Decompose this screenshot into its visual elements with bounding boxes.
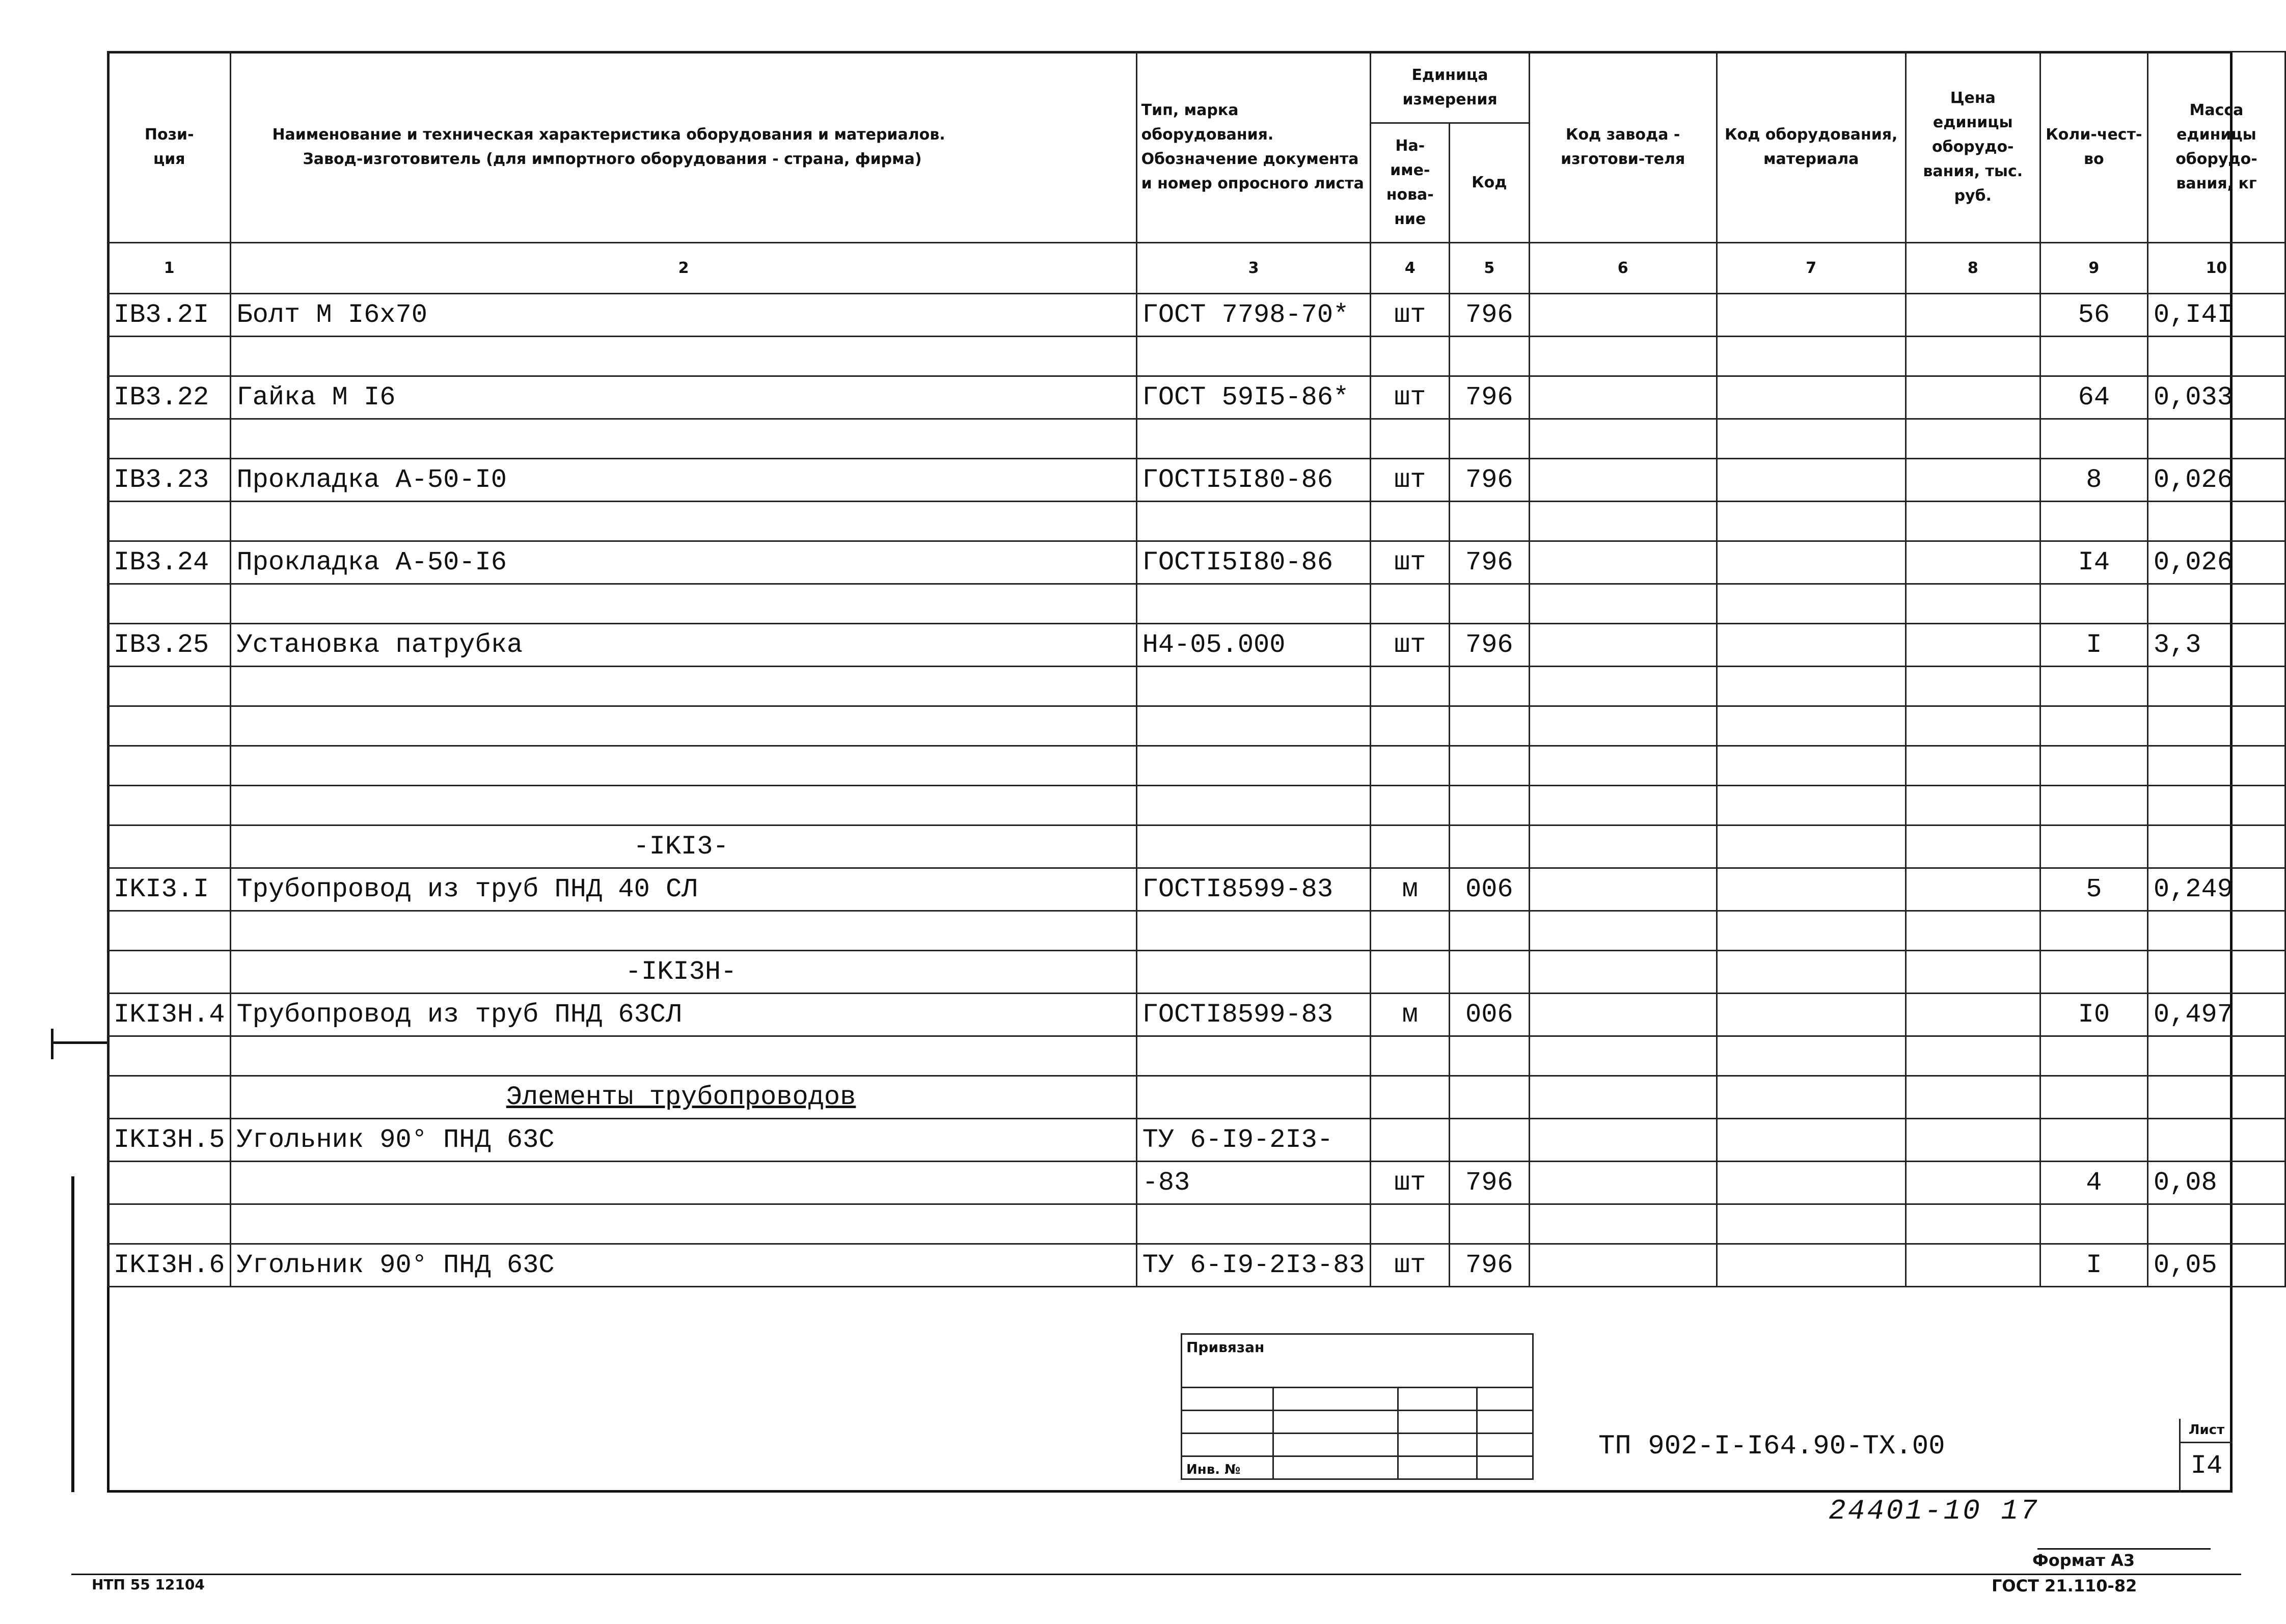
spacer-row — [108, 337, 2285, 376]
column-number: 7 — [1717, 243, 1906, 294]
cell-f6 — [1529, 294, 1717, 337]
cell-name — [231, 1162, 1136, 1204]
cell-f7 — [1717, 459, 1906, 502]
document-code: ТП 902-I-I64.90-ТХ.00 — [1598, 1431, 1945, 1462]
cell-unit: шт — [1371, 624, 1450, 667]
cell-qty: I4 — [2040, 541, 2147, 584]
column-number: 10 — [2147, 243, 2285, 294]
cell-unit: шт — [1371, 294, 1450, 337]
approval-stamp — [1181, 1333, 1534, 1480]
cell-f6 — [1529, 624, 1717, 667]
cell-mass: 0,249 — [2147, 868, 2285, 911]
table-row — [108, 1244, 2285, 1287]
cell-code: 006 — [1450, 994, 1530, 1036]
cell-code: 796 — [1450, 459, 1530, 502]
cell-f7 — [1717, 541, 1906, 584]
cell-doc: -83 — [1136, 1162, 1371, 1204]
sheet-number-box — [2179, 1419, 2233, 1493]
cell-qty: 8 — [2040, 459, 2147, 502]
column-number-row — [108, 243, 2285, 294]
header-equipment-code: Код оборудования, материала — [1717, 52, 1906, 243]
table-row — [108, 294, 2285, 337]
section-row — [108, 951, 2285, 994]
cell-name: Прокладка А-50-I6 — [231, 541, 1136, 584]
header-price: Цена единицы оборудо-вания, тыс. руб. — [1906, 52, 2040, 243]
stamp-inv: Инв. № — [1182, 1456, 1273, 1479]
section-row — [108, 1076, 2285, 1119]
cell-f6 — [1529, 1162, 1717, 1204]
cell-f7 — [1717, 1119, 1906, 1162]
binding-margin-line — [71, 1176, 74, 1492]
cell-pos: IB3.22 — [108, 376, 231, 419]
cell-qty: I0 — [2040, 994, 2147, 1036]
cell-mass: 0,026 — [2147, 459, 2285, 502]
table-row — [108, 624, 2285, 667]
cell-qty: I — [2040, 1244, 2147, 1287]
cell-name: Гайка М I6 — [231, 376, 1136, 419]
column-number: 1 — [108, 243, 231, 294]
cell-code: 796 — [1450, 541, 1530, 584]
cell-code: 006 — [1450, 868, 1530, 911]
header-unit-name: На-име-нова-ние — [1371, 123, 1450, 243]
column-number: 3 — [1136, 243, 1371, 294]
cell-mass: 0,497 — [2147, 994, 2285, 1036]
cell-qty — [2040, 1119, 2147, 1162]
cell-pos: IKI3H.4 — [108, 994, 231, 1036]
column-number: 6 — [1529, 243, 1717, 294]
specification-table — [107, 51, 2286, 1287]
cell-f8 — [1906, 1162, 2040, 1204]
cell-mass: 0,026 — [2147, 541, 2285, 584]
cell-doc: Н4-05.000 — [1136, 624, 1371, 667]
section-title: -IKI3- — [633, 832, 729, 862]
cell-name: Прокладка А-50-I0 — [231, 459, 1136, 502]
cell-doc: ТУ 6-I9-2I3- — [1136, 1119, 1371, 1162]
cell-f6 — [1529, 376, 1717, 419]
table-row — [108, 376, 2285, 419]
gost-label: ГОСТ 21.110-82 — [1992, 1576, 2137, 1595]
cell-doc: ГОСТI8599-83 — [1136, 994, 1371, 1036]
table-row — [108, 459, 2285, 502]
spacer-row — [108, 419, 2285, 459]
table-row — [108, 1162, 2285, 1204]
cell-pos: IKI3H.6 — [108, 1244, 231, 1287]
cell-unit — [1371, 1119, 1450, 1162]
header-quantity: Коли-чест-во — [2040, 52, 2147, 243]
header-factory-code: Код завода - изготови-теля — [1529, 52, 1717, 243]
cell-name: Угольник 90° ПНД 63С — [231, 1244, 1136, 1287]
cell-pos — [108, 1162, 231, 1204]
header-name — [231, 52, 1136, 243]
cell-doc: ГОСТI5I80-86 — [1136, 541, 1371, 584]
cell-f7 — [1717, 1244, 1906, 1287]
spacer-row — [108, 911, 2285, 951]
spacer-row — [108, 786, 2285, 825]
cell-f8 — [1906, 624, 2040, 667]
cell-f8 — [1906, 459, 2040, 502]
cell-f7 — [1717, 624, 1906, 667]
cell-f6 — [1529, 994, 1717, 1036]
cell-pos: IB3.25 — [108, 624, 231, 667]
cell-mass: 0,08 — [2147, 1162, 2285, 1204]
cell-doc: ГОСТI5I80-86 — [1136, 459, 1371, 502]
cell-code: 796 — [1450, 1244, 1530, 1287]
cell-name: Угольник 90° ПНД 63С — [231, 1119, 1136, 1162]
cell-unit: м — [1371, 868, 1450, 911]
cell-code: 796 — [1450, 1162, 1530, 1204]
cell-pos: IKI3.I — [108, 868, 231, 911]
section-title: Элементы трубопроводов — [506, 1082, 856, 1112]
header-type: Тип, марка оборудования. Обозначение документа и номер опросного листа — [1136, 52, 1371, 243]
cell-name: Трубопровод из труб ПНД 63СЛ — [231, 994, 1136, 1036]
column-number: 4 — [1371, 243, 1450, 294]
cell-pos: IB3.24 — [108, 541, 231, 584]
cell-f8 — [1906, 868, 2040, 911]
cell-code: 796 — [1450, 376, 1530, 419]
stamp-privyazan: Привязан — [1182, 1334, 1533, 1388]
cell-name: Установка патрубка — [231, 624, 1136, 667]
cell-unit: шт — [1371, 459, 1450, 502]
spacer-row — [108, 667, 2285, 706]
cell-f7 — [1717, 376, 1906, 419]
cell-unit: шт — [1371, 1162, 1450, 1204]
cell-f8 — [1906, 294, 2040, 337]
cell-qty: 4 — [2040, 1162, 2147, 1204]
section-row — [108, 825, 2285, 868]
cell-qty: 64 — [2040, 376, 2147, 419]
cell-f8 — [1906, 541, 2040, 584]
cell-doc: ГОСТ 7798-70* — [1136, 294, 1371, 337]
cell-pos: IB3.23 — [108, 459, 231, 502]
cell-f7 — [1717, 868, 1906, 911]
cell-f8 — [1906, 994, 2040, 1036]
cell-name: Трубопровод из труб ПНД 40 СЛ — [231, 868, 1136, 911]
column-number: 9 — [2040, 243, 2147, 294]
cell-doc: ТУ 6-I9-2I3-83 — [1136, 1244, 1371, 1287]
cell-code: 796 — [1450, 624, 1530, 667]
margin-tick — [51, 1041, 107, 1044]
cell-qty: 5 — [2040, 868, 2147, 911]
cell-f6 — [1529, 1119, 1717, 1162]
cell-mass: 0,033 — [2147, 376, 2285, 419]
header-name-line1: Наименование и техническая характеристика оборудования и материалов. — [272, 126, 945, 144]
cell-code: 796 — [1450, 294, 1530, 337]
cell-unit: шт — [1371, 1244, 1450, 1287]
spacer-row — [108, 502, 2285, 541]
cell-f6 — [1529, 541, 1717, 584]
spacer-row — [108, 746, 2285, 786]
spacer-row — [108, 1204, 2285, 1244]
cell-f8 — [1906, 1244, 2040, 1287]
header-position: Пози- ция — [108, 52, 231, 243]
cell-f8 — [1906, 376, 2040, 419]
cell-code — [1450, 1119, 1530, 1162]
cell-f6 — [1529, 1244, 1717, 1287]
cell-mass — [2147, 1119, 2285, 1162]
handwritten-number: 24401-10 17 — [1829, 1495, 2039, 1527]
cell-f6 — [1529, 459, 1717, 502]
table-row — [108, 541, 2285, 584]
cell-qty: I — [2040, 624, 2147, 667]
cell-unit: шт — [1371, 376, 1450, 419]
header-row — [108, 52, 2285, 123]
cell-f7 — [1717, 294, 1906, 337]
format-label: Формат А3 — [2032, 1551, 2135, 1570]
column-number: 5 — [1450, 243, 1530, 294]
cell-pos: IB3.2I — [108, 294, 231, 337]
spacer-row — [108, 584, 2285, 624]
cell-name: Болт М I6x70 — [231, 294, 1136, 337]
cell-f7 — [1717, 994, 1906, 1036]
cell-mass: 3,3 — [2147, 624, 2285, 667]
bottom-left-code: НТП 55 12104 — [92, 1576, 205, 1593]
cell-f7 — [1717, 1162, 1906, 1204]
sheet-number: I4 — [2190, 1451, 2223, 1481]
column-number: 8 — [1906, 243, 2040, 294]
header-unit-code: Код — [1450, 123, 1530, 243]
margin-tick — [51, 1029, 53, 1059]
header-unit-group: Единица измерения — [1371, 52, 1529, 123]
section-title: -IKI3H- — [625, 957, 737, 987]
header-name-line2: Завод-изготовитель (для импортного оборудования - страна, фирма) — [303, 150, 922, 168]
cell-doc: ГОСТI8599-83 — [1136, 868, 1371, 911]
header-mass: Масса единицы оборудо-вания, кг — [2147, 52, 2285, 243]
cell-mass: 0,05 — [2147, 1244, 2285, 1287]
table-row — [108, 1119, 2285, 1162]
sheet-label: Лист — [2181, 1419, 2233, 1443]
column-number: 2 — [231, 243, 1136, 294]
spacer-row — [108, 1036, 2285, 1076]
table-row — [108, 994, 2285, 1036]
cell-unit: м — [1371, 994, 1450, 1036]
table-row — [108, 868, 2285, 911]
cell-f8 — [1906, 1119, 2040, 1162]
cell-f6 — [1529, 868, 1717, 911]
cell-qty: 56 — [2040, 294, 2147, 337]
spacer-row — [108, 706, 2285, 746]
cell-pos: IKI3H.5 — [108, 1119, 231, 1162]
cell-doc: ГОСТ 59I5-86* — [1136, 376, 1371, 419]
cell-unit: шт — [1371, 541, 1450, 584]
cell-mass: 0,I4I — [2147, 294, 2285, 337]
